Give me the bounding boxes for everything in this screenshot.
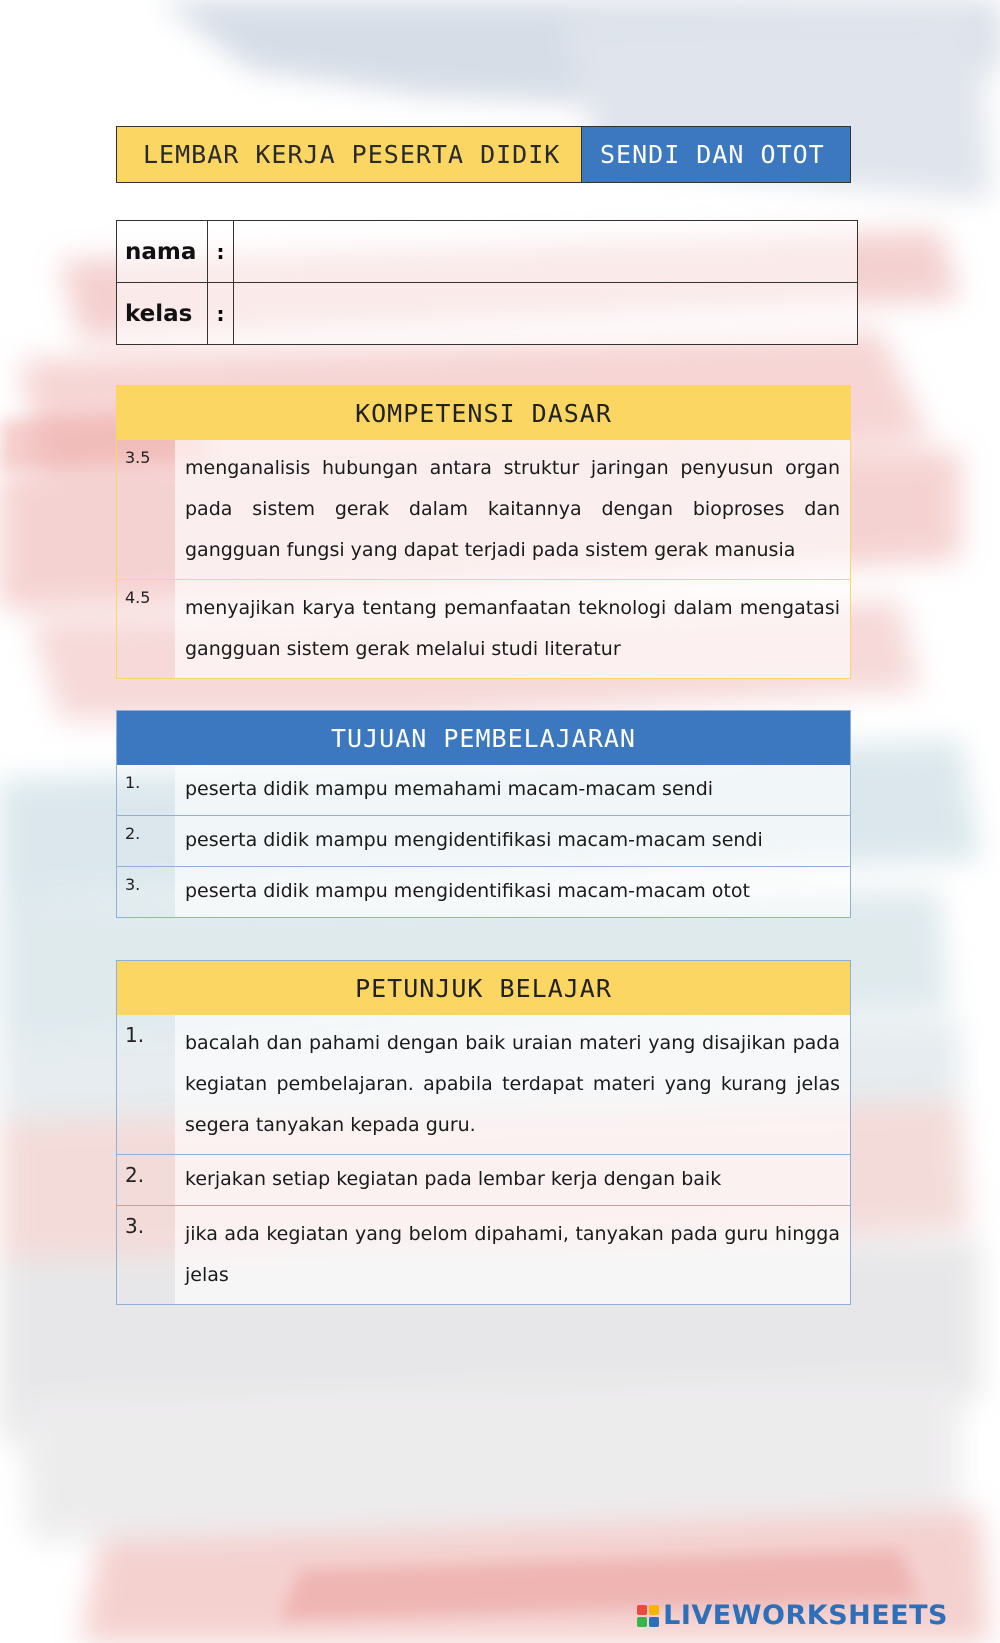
kompetensi-number: 4.5 [125,588,151,607]
tujuan-heading: TUJUAN PEMBELAJARAN [117,711,850,765]
kompetensi-heading: KOMPETENSI DASAR [117,386,850,440]
tujuan-number: 3. [125,875,141,894]
tujuan-section [116,710,851,918]
logo-text: LIVEWORKSHEETS [663,1600,948,1631]
tujuan-item [117,765,850,815]
kompetensi-text: menganalisis hubungan antara struktur jaringan penyusun organ pada sistem gerak dalam kaitannya dengan bioproses dan gangguan fungsi yang dapat terjadi pada sistem gerak manusia [175,440,850,579]
petunjuk-number: 1. [125,1023,145,1047]
petunjuk-heading: PETUNJUK BELAJAR [117,961,850,1015]
petunjuk-section [116,960,851,1305]
identity-table [116,220,858,345]
petunjuk-text: bacalah dan pahami dengan baik uraian materi yang disajikan pada kegiatan pembelajaran. apabila terdapat materi yang kurang jelas segera tanyakan kepada guru. [175,1015,850,1154]
petunjuk-item [117,1205,850,1304]
name-label: nama [117,221,208,283]
tujuan-item [117,866,850,917]
class-label: kelas [117,283,208,345]
tujuan-number: 2. [125,824,141,843]
kompetensi-text: menyajikan karya tentang pemanfaatan teknologi dalam mengatasi gangguan sistem gerak melalui studi literatur [175,580,850,678]
kompetensi-section [116,385,851,679]
petunjuk-number: 3. [125,1214,145,1238]
petunjuk-item [117,1154,850,1205]
kompetensi-number: 3.5 [125,448,151,467]
tujuan-text: peserta didik mampu mengidentifikasi macam-macam sendi [175,816,850,866]
kompetensi-item [117,440,850,579]
petunjuk-text: kerjakan setiap kegiatan pada lembar kerja dengan baik [175,1155,850,1205]
tujuan-item [117,815,850,866]
title-bar [116,126,851,183]
name-field[interactable] [234,221,858,283]
class-colon: : [208,283,234,345]
tujuan-number: 1. [125,773,141,792]
name-colon: : [208,221,234,283]
class-row [117,283,858,345]
class-field[interactable] [234,283,858,345]
tujuan-text: peserta didik mampu memahami macam-macam sendi [175,765,850,815]
name-row [117,221,858,283]
worksheet-title: LEMBAR KERJA PESERTA DIDIK [117,127,581,182]
liveworksheets-logo [637,1600,948,1631]
petunjuk-text: jika ada kegiatan yang belom dipahami, tanyakan pada guru hingga jelas [175,1206,850,1304]
petunjuk-item [117,1015,850,1154]
topic-title: SENDI DAN OTOT [581,127,850,182]
kompetensi-item [117,579,850,678]
tujuan-text: peserta didik mampu mengidentifikasi macam-macam otot [175,867,850,917]
petunjuk-number: 2. [125,1163,145,1187]
logo-mark-icon [637,1605,659,1627]
